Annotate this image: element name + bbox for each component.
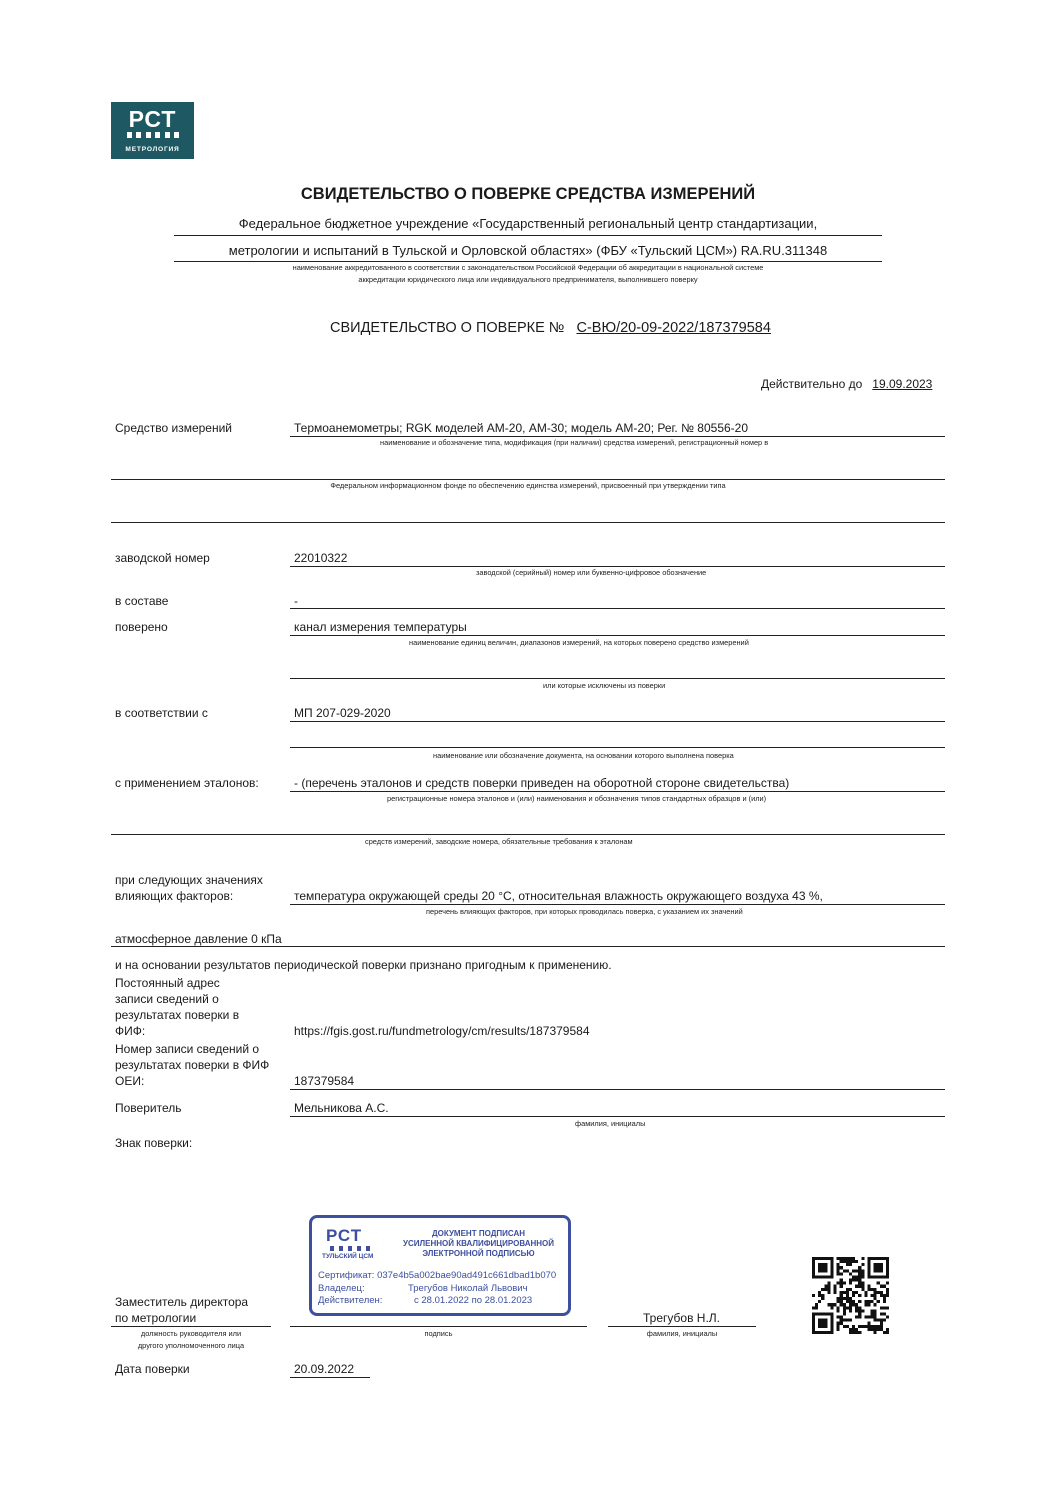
method-label: в соответствии с xyxy=(115,706,208,720)
certificate-label: СВИДЕТЕЛЬСТВО О ПОВЕРКЕ № xyxy=(330,320,565,336)
logo-bars xyxy=(127,132,179,138)
signer-position-1: Заместитель директора xyxy=(115,1295,249,1309)
certificate-number: С-ВЮ/20-09-2022/187379584 xyxy=(576,320,771,336)
rst-logo xyxy=(111,102,194,159)
stamp-heading xyxy=(396,1229,561,1259)
signer-position-2: по метрологии xyxy=(115,1311,197,1325)
conditions-label-1: при следующих значениях xyxy=(115,873,263,887)
conclusion-text: и на основании результатов периодической поверки признано пригодным к применению. xyxy=(115,958,612,972)
verified-caption-2: или которые исключены из поверки xyxy=(543,681,666,690)
verifier-caption: фамилия, инициалы xyxy=(575,1119,646,1128)
valid-until-label: Действительно до xyxy=(761,377,863,391)
verified-value: канал измерения температуры xyxy=(294,620,467,634)
verifier-value: Мельникова А.С. xyxy=(294,1101,389,1115)
verification-mark-label: Знак поверки: xyxy=(115,1136,193,1150)
conditions-value: температура окружающей среды 20 °C, относительная влажность окружающего воздуха 43 %, xyxy=(294,889,823,903)
instrument-caption-1: наименование и обозначение типа, модификация (при наличии) средства измерений, регистрационный номер в xyxy=(380,438,769,447)
serial-value: 22010322 xyxy=(294,551,348,565)
serial-label: заводской номер xyxy=(115,551,210,565)
logo-subtitle: МЕТРОЛОГИЯ xyxy=(125,146,180,153)
record-number-label-1: Номер записи сведений о xyxy=(115,1042,260,1056)
composition-label: в составе xyxy=(115,594,169,608)
date-label: Дата поверки xyxy=(115,1362,190,1376)
valid-until xyxy=(761,377,932,392)
verified-caption-1: наименование единиц величин, диапазонов измерений, на которых поверено средство измерений xyxy=(409,638,749,647)
standards-caption-2: средств измерений, заводские номера, обязательные требования к эталонам xyxy=(365,837,633,846)
verifier-label: Поверитель xyxy=(115,1101,182,1115)
stamp-valid-value: с 28.01.2022 по 28.01.2023 xyxy=(414,1295,533,1306)
electronic-signature-stamp xyxy=(309,1215,571,1316)
certificate-number-line xyxy=(330,319,771,337)
org-caption-1: наименование аккредитованного в соответствии с законодательством Российской Федерации об аккредитации в национальной системе xyxy=(292,263,764,272)
composition-value: - xyxy=(294,594,298,608)
standards-value: - (перечень эталонов и средств поверки приведен на оборотной стороне свидетельства) xyxy=(294,776,790,790)
instrument-caption-2: Федеральном информационном фонде по обеспечению единства измерений, присвоенный при утверждении типа xyxy=(330,481,726,490)
signer-position-caption-2: другого уполномоченного лица xyxy=(137,1341,245,1350)
stamp-valid-label: Действителен: xyxy=(318,1295,383,1306)
org-line-1: Федеральное бюджетное учреждение «Государственный региональный центр стандартизации, xyxy=(238,216,818,231)
fif-url-label-3: результатах поверки в xyxy=(115,1008,240,1022)
record-number-label-2: результатах поверки в ФИФ xyxy=(115,1058,270,1072)
stamp-owner-label: Владелец: xyxy=(318,1283,365,1294)
signature-caption: подпись xyxy=(424,1329,453,1338)
signer-position-caption-1: должность руководителя или xyxy=(140,1329,242,1338)
record-number-label-3: ОЕИ: xyxy=(115,1074,145,1088)
conditions-value-2: атмосферное давление 0 кПа xyxy=(115,932,282,946)
fif-url-label-4: ФИФ: xyxy=(115,1024,146,1038)
org-caption-2: аккредитации юридического лица или индивидуального предпринимателя, выполнившего поверку xyxy=(358,275,698,284)
instrument-label: Средство измерений xyxy=(115,421,233,435)
stamp-owner-value: Трегубов Николай Львович xyxy=(408,1283,528,1294)
valid-until-date: 19.09.2023 xyxy=(872,377,933,391)
standards-label: с применением эталонов: xyxy=(115,776,259,790)
method-value: МП 207-029-2020 xyxy=(294,706,391,720)
stamp-cert-row xyxy=(318,1270,556,1282)
stamp-logo-mark: РСТ xyxy=(326,1226,363,1245)
signer-name-caption: фамилия, инициалы xyxy=(646,1329,718,1338)
fif-url-label-2: записи сведений о xyxy=(115,992,219,1006)
stamp-cert-label: Сертификат: xyxy=(318,1270,375,1281)
standards-caption-1: регистрационные номера эталонов и (или) наименования и обозначения типов стандартных образцов и (или) xyxy=(387,794,767,803)
signer-name: Трегубов Н.Л. xyxy=(643,1311,720,1325)
conditions-label-2: влияющих факторов: xyxy=(115,889,234,903)
date-value: 20.09.2022 xyxy=(294,1362,355,1376)
conditions-caption: перечень влияющих факторов, при которых проводилась поверка, с указанием их значений xyxy=(426,907,743,916)
document-title: СВИДЕТЕЛЬСТВО О ПОВЕРКЕ СРЕДСТВА ИЗМЕРЕНИЙ xyxy=(300,185,756,203)
fif-url-label-1: Постоянный адрес xyxy=(115,976,220,990)
stamp-org: ТУЛЬСКИЙ ЦСМ xyxy=(322,1253,374,1260)
stamp-logo-bars xyxy=(330,1246,370,1251)
fif-url-value[interactable]: https://fgis.gost.ru/fundmetrology/cm/results/187379584 xyxy=(294,1024,590,1038)
method-caption: наименование или обозначение документа, на основании которого выполнена поверка xyxy=(433,751,734,760)
verified-label: поверено xyxy=(115,620,168,634)
serial-caption: заводской (серийный) номер или буквенно-цифровое обозначение xyxy=(476,568,707,577)
org-line-2: метрологии и испытаний в Тульской и Орловской областях» (ФБУ «Тульский ЦСМ») RA.RU.311348 xyxy=(228,243,828,258)
qr-code-icon xyxy=(812,1257,889,1334)
record-number-value: 187379584 xyxy=(294,1074,355,1088)
logo-mark: РСТ xyxy=(128,106,177,132)
stamp-heading-1: ДОКУМЕНТ ПОДПИСАН xyxy=(431,1229,526,1238)
stamp-heading-2: УСИЛЕННОЙ КВАЛИФИЦИРОВАННОЙ xyxy=(402,1239,554,1248)
instrument-value: Термоанемометры; RGK моделей АМ-20, АМ-30; модель АМ-20; Рег. № 80556-20 xyxy=(294,421,749,435)
stamp-heading-3: ЭЛЕКТРОННОЙ ПОДПИСЬЮ xyxy=(422,1249,535,1258)
stamp-cert-value: 037e4b5a002bae90ad491c661dbad1b070 xyxy=(377,1270,557,1281)
